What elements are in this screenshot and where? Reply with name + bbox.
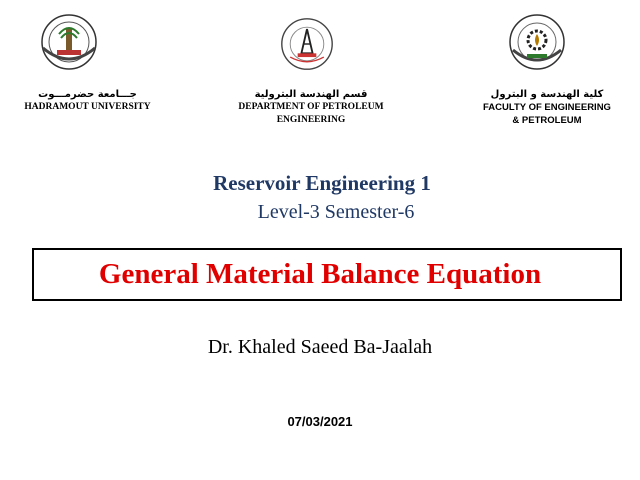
university-english-name: HADRAMOUT UNIVERSITY [24, 102, 151, 112]
engineering-faculty-seal-icon [507, 12, 567, 72]
hadramout-university-seal-icon [39, 12, 99, 72]
level-semester: Level-3 Semester-6 [257, 201, 415, 223]
faculty-english-name-line2: & PETROLEUM [512, 115, 582, 126]
course-title: Reservoir Engineering 1 [213, 171, 431, 195]
main-title: General Material Balance Equation [98, 258, 542, 290]
department-arabic-name: قسم الهندسة البترولية [254, 89, 368, 100]
faculty-arabic-name: كلية الهندسة و البترول [490, 89, 604, 100]
department-english-name-line1: DEPARTMENT OF PETROLEUM [238, 102, 384, 112]
university-arabic-name: جـــامعة حضرمـــوت [38, 89, 137, 100]
petroleum-department-seal-icon [279, 16, 335, 72]
faculty-english-name-line1: FACULTY OF ENGINEERING [483, 102, 611, 113]
department-english-name-line2: ENGINEERING [276, 115, 346, 125]
presentation-date: 07/03/2021 [287, 414, 353, 429]
author-name: Dr. Khaled Saeed Ba-Jaalah [207, 336, 433, 358]
